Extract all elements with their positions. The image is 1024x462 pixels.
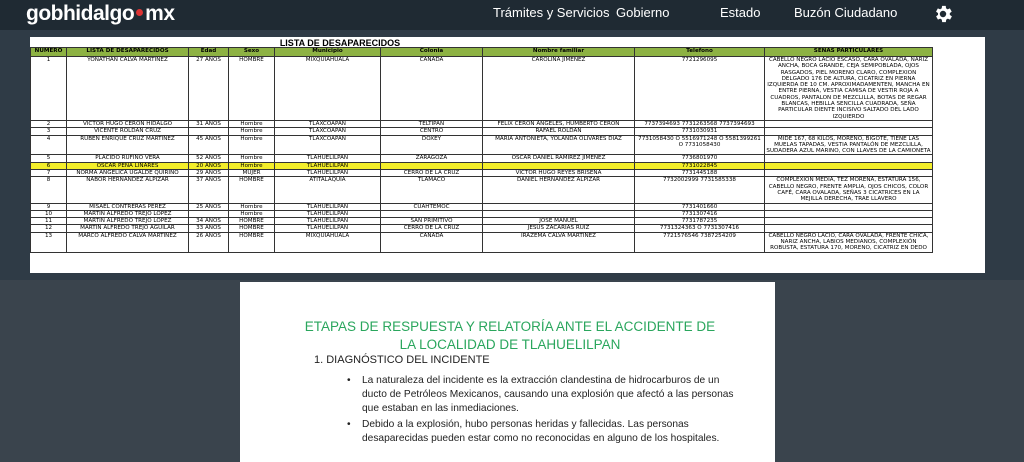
table-cell: 33 AÑOS: [189, 225, 229, 232]
table-cell: 7: [31, 170, 67, 177]
table-cell: TLAHUELILPAN: [275, 162, 381, 169]
table-cell: 7721576546 7387254209: [635, 232, 765, 252]
table-cell: MARIA ANTONIETA, YOLANDA OLIVARES DIAZ: [483, 135, 635, 155]
nav-tramites[interactable]: Trámites y Servicios: [493, 5, 610, 20]
table-cell: PLACIDO RUFINO VERA: [67, 155, 189, 162]
table-row: [31, 135, 933, 155]
table-cell: CAROLINA JIMENEZ: [483, 57, 635, 121]
section-heading: 1. DIAGNÓSTICO DEL INCIDENTE: [314, 354, 490, 366]
sheet-title: LISTA DE DESAPARECIDOS: [279, 38, 401, 48]
table-cell: HOMBRE: [229, 232, 275, 252]
table-cell: TLAXCOAPAN: [275, 135, 381, 155]
table-cell: 7731401660: [635, 203, 765, 210]
table-cell: 26 AÑOS: [189, 232, 229, 252]
table-cell: 45 AÑOS: [189, 135, 229, 155]
table-cell: [765, 120, 933, 127]
table-cell: CAÑADA: [381, 232, 483, 252]
table-cell: HOMBRE: [229, 177, 275, 203]
table-cell: 7737394693 7731263568 7737394693: [635, 120, 765, 127]
table-cell: [765, 210, 933, 217]
col-header: Colonia: [381, 48, 483, 57]
site-logo[interactable]: [26, 2, 175, 26]
col-header: LISTA DE DESAPARECIDOS: [67, 48, 189, 57]
table-cell: 34 AÑOS: [189, 218, 229, 225]
table-cell: 12: [31, 225, 67, 232]
table-cell: FELIX CERON ANGELES, HUMBERTO CERON: [483, 120, 635, 127]
table-cell: IRAZEMA CALVA MARTINEZ: [483, 232, 635, 252]
table-cell: CABELLO NEGRO LACIO, CARA OVALADA, FRENTE CHICA, NARIZ ANCHA, LABIOS MEDIANOS, COMPLEXIÓN ROBUSTA, ESTATURA 170, MORENO, CICATRIZ EN DEDO: [765, 232, 933, 252]
table-cell: 11: [31, 218, 67, 225]
table-row: [31, 170, 933, 177]
table-cell: 7731445188: [635, 170, 765, 177]
missing-persons-table: [30, 47, 933, 253]
gear-icon[interactable]: [932, 3, 954, 25]
table-cell: CABELLO NEGRO LACIO ESCASO, CARA OVALADA, NARIZ ANCHA, BOCA GRANDE, CEJA SEMIPOBLADA, OJOS RASGADOS, PIEL MORENO CLARO, COMPLEXION DELGADO 176 DE ALTURA, CICATRIZ EN PIERNA IZQUIERDA DE 10 CM. APROXIMADAMENTEN, MANCHA EN ENTRE PIERNA, VESTIA CAMISA DE VESTIR ROJA A CUADROS, PANTALON DE MEZCLILLA, BOTAS DE REGAR BLANCAS, HEBILLA SENCILLA CUADRADA, SEÑA PARTICULAR DIENTE INCISIVO SALTADO DEL LADO IZQUIERDO: [765, 57, 933, 121]
table-cell: OSCAR PEÑA LINARES: [67, 162, 189, 169]
bullet-text: Debido a la explosión, hubo personas heridas y fallecidas. Las personas desaparecidas pueden estar como no reconocidas en alguno de los hospitales.: [362, 419, 720, 444]
table-row: [31, 128, 933, 135]
table-cell: JESUS ZACARIAS RUIZ: [483, 225, 635, 232]
table-header-row: [31, 48, 933, 57]
table-cell: TELTIPAN: [381, 120, 483, 127]
table-cell: JOSE MANUEL: [483, 218, 635, 225]
table-cell: 10: [31, 210, 67, 217]
table-cell: [189, 128, 229, 135]
table-cell: MARCO ALFREDO CALVA MARTINEZ: [67, 232, 189, 252]
table-cell: 3: [31, 128, 67, 135]
table-cell: TLAMACO: [381, 177, 483, 203]
bullet-text: La naturaleza del incidente es la extracción clandestina de hidrocarburos de un ducto de Petróleos Mexicanos, causando una explosión que afectó a las personas que estaban en las inmediaciones.: [362, 375, 734, 414]
table-cell: RUBEN ENRIQUE CRUZ MARTINEZ: [67, 135, 189, 155]
table-cell: 13: [31, 232, 67, 252]
table-cell: CERRO DE LA CRUZ: [381, 225, 483, 232]
table-cell: [765, 155, 933, 162]
table-cell: [189, 210, 229, 217]
table-cell: Hombre: [229, 203, 275, 210]
table-row: [31, 225, 933, 232]
logo-text-left: gobhidalgo: [26, 2, 135, 25]
table-cell: [765, 170, 933, 177]
table-row: [31, 203, 933, 210]
table-cell: VICTOR HUGO CERON HIDALGO: [67, 120, 189, 127]
table-cell: VICENTE ROLDAN CRUZ: [67, 128, 189, 135]
table-cell: 37 AÑOS: [189, 177, 229, 203]
table-cell: 29 AÑOS: [189, 170, 229, 177]
table-cell: TLAXCOAPAN: [275, 128, 381, 135]
table-cell: Hombre: [229, 135, 275, 155]
table-cell: YONATHAN CALVA MARTINEZ: [67, 57, 189, 121]
top-navigation-bar: [0, 0, 1024, 30]
table-row: [31, 218, 933, 225]
list-item: [347, 374, 747, 416]
table-cell: MARTIN ALFREDO TREJO LOPEZ: [67, 210, 189, 217]
col-header: SEÑAS PARTICULARES: [765, 48, 933, 57]
document-title-line: ETAPAS DE RESPUESTA Y RELATORÍA ANTE EL ACCIDENTE DE: [304, 319, 716, 334]
table-cell: 1: [31, 57, 67, 121]
col-header: NUMERO: [31, 48, 67, 57]
nav-estado[interactable]: Estado: [720, 5, 761, 20]
list-item: [347, 418, 747, 446]
col-header: Sexo: [229, 48, 275, 57]
document-page: [240, 282, 775, 462]
table-cell: 7731022845: [635, 162, 765, 169]
document-title: [280, 318, 740, 354]
table-row: [31, 162, 933, 169]
table-cell: [765, 162, 933, 169]
table-cell: MIDE 167, 68 KILOS, MORENO, BIGOTE, TIENE LAS MUELAS TAPADAS, VESTIA PANTALÓN DE MEZCLILLA, SUDADERA AZUL MARINO, CON LLAVES DE LA CAMIONETA: [766, 135, 931, 155]
table-cell: 7731324363 O 7731307416: [635, 225, 765, 232]
table-cell: 7736801970: [635, 155, 765, 162]
table-cell: HOMBRE: [229, 218, 275, 225]
missing-persons-sheet: [30, 37, 985, 273]
table-row: [31, 120, 933, 127]
table-cell: 7732002999 7731585338: [635, 177, 765, 203]
table-cell: 7731058430 O 5516971248 O 5581399261 O 7731058430: [635, 135, 765, 155]
table-cell: RAFAEL ROLDAN: [483, 128, 635, 135]
table-cell: [765, 218, 933, 225]
table-cell: MIXQUIAHUALA: [275, 57, 381, 121]
table-cell: HOMBRE: [229, 225, 275, 232]
table-row: [31, 57, 933, 121]
table-cell: [381, 210, 483, 217]
table-cell: MISAEL CONTRERAS PEREZ: [67, 203, 189, 210]
table-cell: ZARAGOZA: [381, 155, 483, 162]
table-cell: CERRO DE LA CRUZ: [381, 170, 483, 177]
table-cell: 2: [31, 120, 67, 127]
table-cell: CUAHTEMOC: [381, 203, 483, 210]
table-cell: 6: [31, 162, 67, 169]
table-cell: CAÑADA: [381, 57, 483, 121]
table-cell: Hombre: [229, 162, 275, 169]
bullet-icon: •: [347, 419, 351, 430]
table-cell: MARTIN ALFREDO TREJO AGUILAR: [67, 225, 189, 232]
table-cell: Hombre: [229, 120, 275, 127]
table-cell: 27 AÑOS: [189, 57, 229, 121]
table-cell: 8: [31, 177, 67, 203]
table-cell: 25 AÑOS: [189, 203, 229, 210]
table-cell: 52 AÑOS: [189, 155, 229, 162]
table-cell: TLAHUELILPAN: [275, 155, 381, 162]
table-cell: CENTRO: [381, 128, 483, 135]
table-cell: MARTIN ALFREDO TREJO LOPEZ: [67, 218, 189, 225]
table-cell: DANIEL HERNANDEZ ALPIZAR: [483, 177, 635, 203]
col-header: Municipio: [275, 48, 381, 57]
nav-buzon-ciudadano[interactable]: Buzón Ciudadano: [794, 5, 898, 20]
table-cell: 31 AÑOS: [189, 120, 229, 127]
table-cell: Hombre: [229, 155, 275, 162]
table-cell: TLAHUELILPAN: [275, 225, 381, 232]
table-cell: NABOR HERNANDEZ ALPIZAR: [67, 177, 189, 203]
table-cell: [765, 203, 933, 210]
table-cell: Hombre: [229, 128, 275, 135]
table-cell: 7731787235: [635, 218, 765, 225]
table-cell: [483, 203, 635, 210]
nav-gobierno[interactable]: Gobierno: [616, 5, 670, 20]
table-cell: [381, 162, 483, 169]
table-cell: MUJER: [229, 170, 275, 177]
table-cell: 7731030931: [635, 128, 765, 135]
logo-text-right: mx: [145, 2, 175, 25]
table-cell: HOMBRE: [229, 57, 275, 121]
table-row: [31, 155, 933, 162]
table-cell: COMPLEXION MEDIA, TEZ MORENA, ESTATURA 156, CABELLO NEGRO, FRENTE AMPLIA, OJOS CHICOS, COLOR CAFÉ, CARA OVALADA, SEÑAS 3 CICATRICES EN LA MEJILLA DERECHA, TRAE LLAVERO: [765, 177, 933, 203]
table-row: [31, 232, 933, 252]
table-cell: NORMA ANGELICA UGALDE QUIRINO: [67, 170, 189, 177]
table-cell: TLAXCOAPAN: [275, 120, 381, 127]
table-cell: 5: [31, 155, 67, 162]
col-header: Nombre familiar: [483, 48, 635, 57]
table-cell: SAN PRIMITIVO: [381, 218, 483, 225]
table-cell: MIXQUIAHUALA: [275, 232, 381, 252]
table-row: [31, 177, 933, 203]
document-title-line: LA LOCALIDAD DE TLAHUELILPAN: [399, 337, 621, 352]
table-cell: TLAHUELILPAN: [275, 203, 381, 210]
table-cell: OSCAR DANIEL RAMIREZ JIMENEZ: [483, 155, 635, 162]
table-cell: Hombre: [229, 210, 275, 217]
table-cell: 9: [31, 203, 67, 210]
bullet-icon: •: [347, 375, 351, 386]
table-cell: 7721296095: [635, 57, 765, 121]
table-cell: TLAHUELILPAN: [275, 170, 381, 177]
table-cell: [765, 225, 933, 232]
table-cell: 20 AÑOS: [189, 162, 229, 169]
table-cell: [483, 162, 635, 169]
table-cell: DOXEY: [381, 135, 483, 155]
table-row: [31, 210, 933, 217]
table-cell: TLAHUELILPAN: [275, 218, 381, 225]
table-cell: VICTOR HUGO REYES BRISEÑA: [483, 170, 635, 177]
table-cell: 4: [31, 135, 67, 155]
table-cell: [765, 128, 933, 135]
logo-dot-icon: [136, 9, 143, 16]
col-header: Edad: [189, 48, 229, 57]
table-cell: [483, 210, 635, 217]
table-cell: TLAHUELILPAN: [275, 210, 381, 217]
table-cell: 7731307416: [635, 210, 765, 217]
table-cell: ATITALAQUIA: [275, 177, 381, 203]
col-header: Telefono: [635, 48, 765, 57]
